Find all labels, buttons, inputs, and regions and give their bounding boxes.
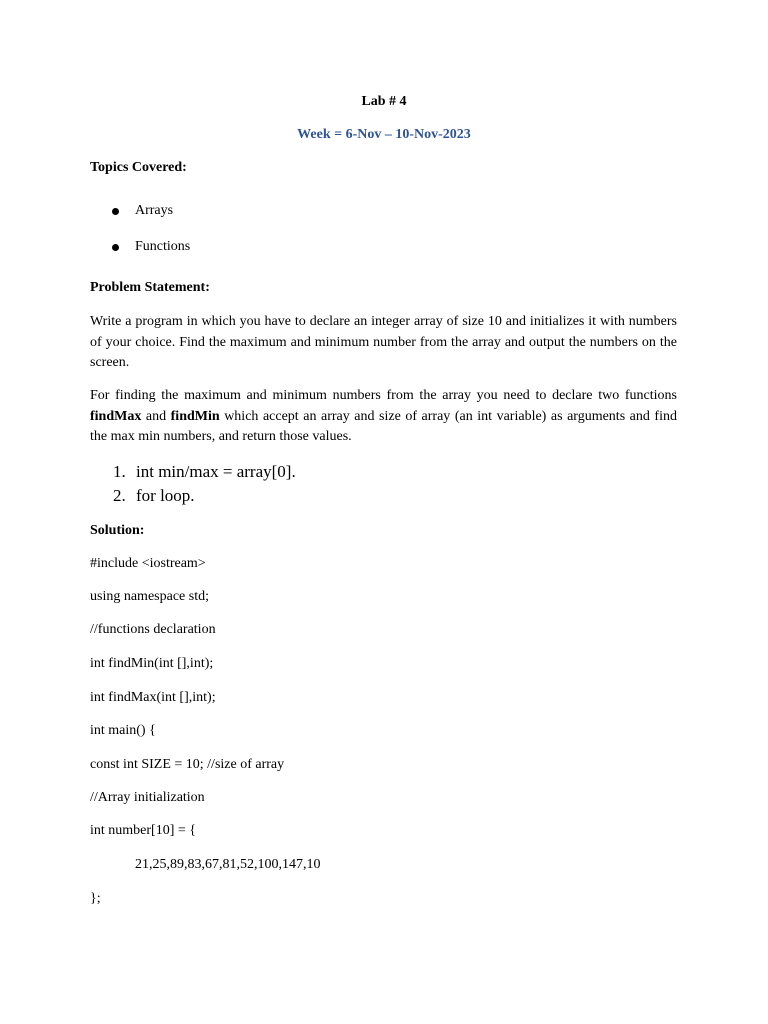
- problem-paragraph-1: Write a program in which you have to declare an integer array of size 10 and initializes it with numbers of your choice. Find the maximum and minimum number from the array and output the numbers on the screen.: [90, 314, 677, 370]
- topic-label: Arrays: [135, 203, 174, 218]
- topics-heading: Topics Covered:: [90, 160, 187, 175]
- hint-text: for loop.: [136, 486, 195, 505]
- bullet-icon: [112, 208, 119, 215]
- paragraph-text: For finding the maximum and minimum numbers from the array you need to declare two functions: [90, 388, 677, 403]
- solution-heading: Solution:: [90, 523, 145, 538]
- code-line: int number[10] = {: [90, 823, 196, 838]
- topic-label: Functions: [135, 239, 191, 254]
- code-line: };: [90, 891, 101, 906]
- function-name-findmax: findMax: [90, 408, 142, 424]
- paragraph-text: which accept an array and size of array (an int variable) as arguments and find the max min numbers, and return those values.: [90, 408, 677, 444]
- code-line: int findMax(int [],int);: [90, 690, 216, 705]
- code-line: using namespace std;: [90, 589, 209, 604]
- code-line: //functions declaration: [90, 622, 216, 637]
- hint-text: int min/max = array[0].: [136, 462, 296, 481]
- paragraph-text: and: [141, 408, 171, 424]
- code-line: int main() {: [90, 723, 156, 738]
- code-line: int findMin(int [],int);: [90, 656, 214, 671]
- code-line: const int SIZE = 10; //size of array: [90, 757, 285, 772]
- hint-number: 2.: [113, 486, 126, 505]
- lab-title: Lab # 4: [361, 94, 407, 109]
- problem-paragraph-2: [90, 386, 677, 448]
- problem-heading: Problem Statement:: [90, 280, 210, 295]
- week-range: Week = 6-Nov – 10-Nov-2023: [297, 127, 471, 142]
- code-line: #include <iostream>: [90, 556, 206, 571]
- hint-number: 1.: [113, 462, 126, 481]
- function-name-findmin: findMin: [170, 408, 220, 424]
- code-line: //Array initialization: [90, 790, 205, 805]
- code-line: 21,25,89,83,67,81,52,100,147,10: [135, 857, 321, 872]
- bullet-icon: [112, 244, 119, 251]
